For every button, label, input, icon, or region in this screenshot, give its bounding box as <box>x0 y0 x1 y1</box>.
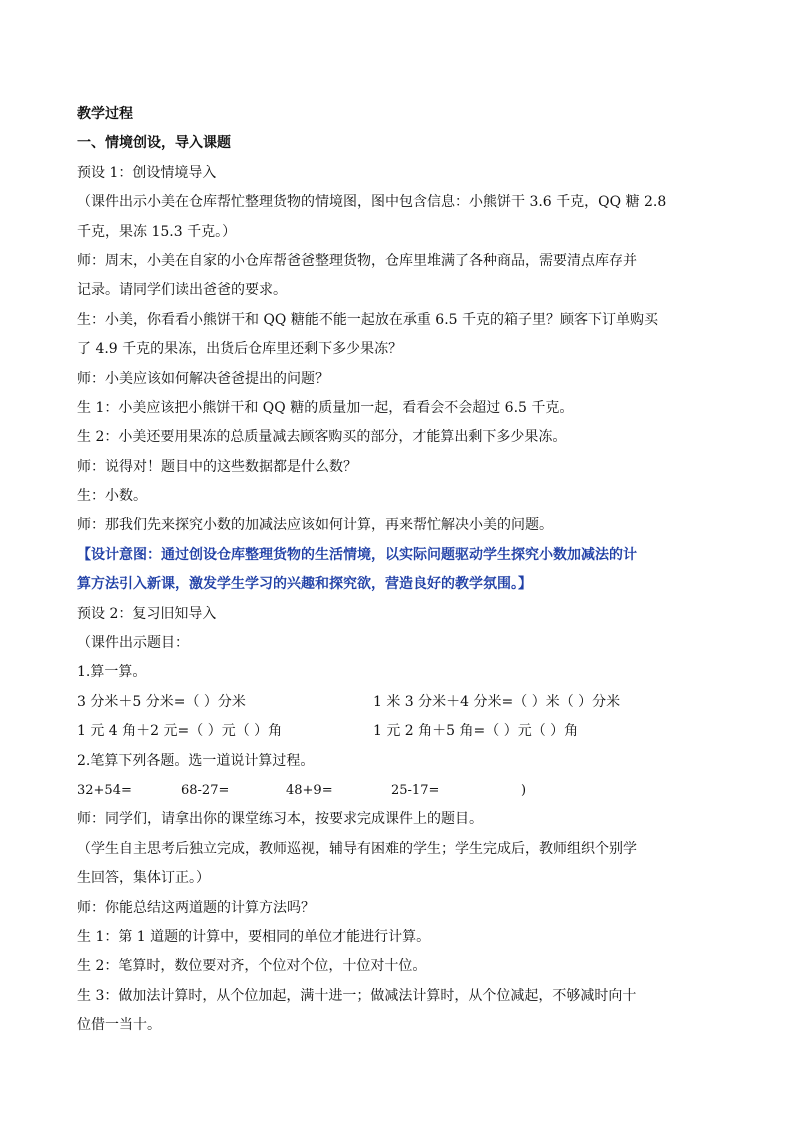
paragraph: （课件出示小美在仓库帮忙整理货物的情境图，图中包含信息：小熊饼干 3.6 千克，QQ 糖 2.8 <box>77 194 667 211</box>
paragraph: 了 4.9 千克的果冻，出货后仓库里还剩下多少果冻？ <box>77 341 403 358</box>
lesson-content <box>77 100 727 1041</box>
design-intent-note: 算方法引入新课，激发学生学习的兴趣和探究欲，营造良好的教学氛围。】 <box>77 576 532 593</box>
calculation-item: 48+9= <box>286 782 333 798</box>
closing-bracket: ) <box>521 782 527 798</box>
section-title: 一、情境创设，导入课题 <box>77 135 231 152</box>
paragraph: 生：小美，你看看小熊饼干和 QQ 糖能不能一起放在承重 6.5 千克的箱子里？顾客下订单购买 <box>77 311 659 328</box>
paragraph: 预设 1：创设情境导入 <box>77 164 217 181</box>
paragraph: 生 1：第 1 道题的计算中，要相同的单位才能进行计算。 <box>77 928 431 945</box>
paragraph: （课件出示题目： <box>77 635 189 652</box>
paragraph: 预设 2：复习旧知导入 <box>77 605 217 622</box>
paragraph: 位借一当十。 <box>77 1017 161 1034</box>
paragraph: 生 2：小美还要用果冻的总质量减去顾客购买的部分，才能算出剩下多少果冻。 <box>77 429 567 446</box>
paragraph: 记录。请同学们读出爸爸的要求。 <box>77 282 287 299</box>
heading-teaching-process: 教学过程 <box>77 106 133 122</box>
paragraph: 师：说得对！题目中的这些数据都是什么数？ <box>77 458 357 475</box>
exercise-item: 1 米 3 分米＋4 分米=（ ）米（ ）分米 <box>373 693 621 710</box>
paragraph: 师：周末，小美在自家的小仓库帮爸爸整理货物，仓库里堆满了各种商品，需要清点库存并 <box>77 252 637 269</box>
calculation-item: 68-27= <box>181 782 230 798</box>
paragraph: 生：小数。 <box>77 488 147 505</box>
calculation-row <box>77 776 727 805</box>
paragraph: 生 3：做加法计算时，从个位加起，满十进一；做减法计算时，从个位减起，不够减时向十 <box>77 987 637 1004</box>
paragraph: 师：那我们先来探究小数的加减法应该如何计算，再来帮忙解决小美的问题。 <box>77 517 553 534</box>
paragraph: 生 1：小美应该把小熊饼干和 QQ 糖的质量加一起，看看会不会超过 6.5 千克。 <box>77 399 574 416</box>
calculation-item: 25-17= <box>391 782 440 798</box>
paragraph: 生 2：笔算时，数位要对齐，个位对个位，十位对十位。 <box>77 958 427 975</box>
exercise-row <box>77 688 727 717</box>
exercise-title: 1.算一算。 <box>77 664 147 681</box>
calculation-item: 32+54= <box>77 782 132 798</box>
paragraph: 生回答，集体订正。） <box>77 870 210 887</box>
paragraph: 师：你能总结这两道题的计算方法吗？ <box>77 899 315 916</box>
paragraph: 千克，果冻 15.3 千克。） <box>77 223 237 240</box>
paragraph: （学生自主思考后独立完成，教师巡视，辅导有困难的学生；学生完成后，教师组织个别学 <box>77 840 637 857</box>
paragraph: 师：小美应该如何解决爸爸提出的问题？ <box>77 370 329 387</box>
design-intent-note: 【设计意图：通过创设仓库整理货物的生活情境，以实际问题驱动学生探究小数加减法的计 <box>77 546 637 563</box>
exercise-row <box>77 717 727 746</box>
exercise-item: 1 元 4 角＋2 元=（ ）元（ ）角 <box>77 723 283 740</box>
exercise-item: 1 元 2 角＋5 角=（ ）元（ ）角 <box>373 723 579 740</box>
paragraph: 师：同学们，请拿出你的课堂练习本，按要求完成课件上的题目。 <box>77 811 483 828</box>
exercise-item: 3 分米＋5 分米=（ ）分米 <box>77 693 246 710</box>
exercise-title: 2.笔算下列各题。选一道说计算过程。 <box>77 752 315 769</box>
